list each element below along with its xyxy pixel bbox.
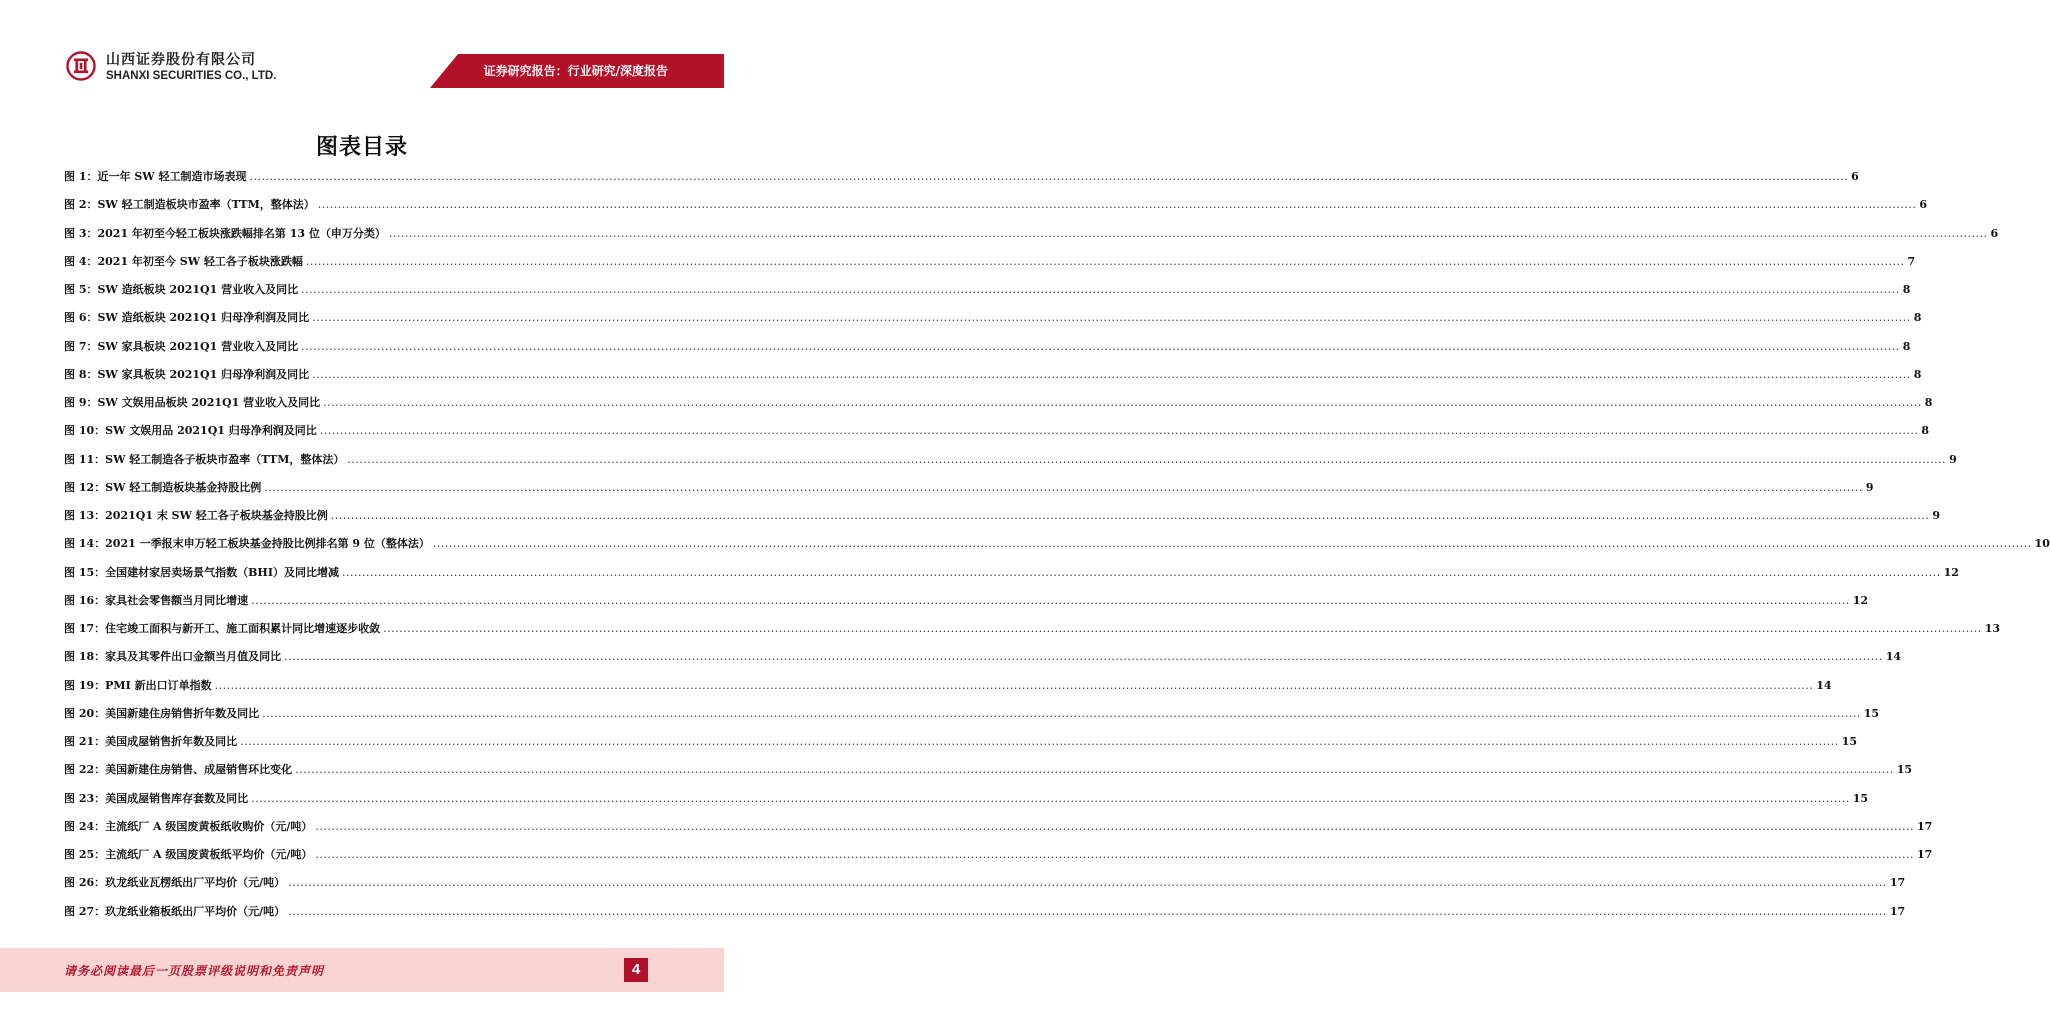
toc-entry-label: 图 16： bbox=[64, 593, 106, 607]
toc-entry[interactable] bbox=[64, 309, 1922, 337]
toc-page-number: 17 bbox=[1917, 848, 1933, 861]
page-number: 4 bbox=[624, 958, 648, 982]
toc-dot-leader: ................................................................................................................................................................................................................................................................................................................................................................................................................ bbox=[323, 396, 1922, 409]
toc-page-number: 15 bbox=[1852, 791, 1869, 805]
toc-entry-title bbox=[64, 507, 328, 523]
toc-entry-title bbox=[64, 677, 212, 693]
toc-entry[interactable] bbox=[64, 366, 1922, 394]
toc-entry-title bbox=[64, 479, 261, 495]
toc-entry-title bbox=[64, 253, 303, 269]
toc-dot-leader: ................................................................................................................................................................................................................................................................................................................................................................................................................ bbox=[295, 763, 1894, 777]
footer-band bbox=[0, 948, 724, 992]
page-header bbox=[0, 0, 724, 100]
toc-page-number: 14 bbox=[1885, 650, 1902, 664]
toc-entry-label: 图 19： bbox=[64, 678, 106, 692]
toc-entry-title bbox=[64, 648, 281, 664]
toc-entry-text: 2021 一季报末申万轻工板块基金持股比例排名第 9 位（整体法） bbox=[105, 537, 430, 551]
toc-entry-text: SW 造纸板块 2021Q1 归母净利润及同比 bbox=[97, 311, 310, 325]
toc-dot-leader: ................................................................................................................................................................................................................................................................................................................................................................................................................ bbox=[341, 565, 1941, 579]
toc-entry-label: 图 8： bbox=[64, 367, 98, 381]
toc-entry-title bbox=[64, 338, 298, 354]
toc-entry-title bbox=[64, 225, 386, 241]
toc-dot-leader: ................................................................................................................................................................................................................................................................................................................................................................................................................ bbox=[301, 339, 1900, 353]
toc-entry-label: 图 17： bbox=[64, 622, 106, 635]
toc-dot-leader: ................................................................................................................................................................................................................................................................................................................................................................................................................ bbox=[262, 706, 1861, 720]
toc-entry[interactable] bbox=[64, 705, 1880, 733]
toc-entry[interactable] bbox=[64, 196, 1928, 224]
toc-dot-leader: ................................................................................................................................................................................................................................................................................................................................................................................................................ bbox=[301, 283, 1900, 296]
toc-entry[interactable] bbox=[64, 507, 1941, 535]
toc-entry-label: 图 22： bbox=[64, 763, 106, 777]
toc-entry-label: 图 9： bbox=[64, 396, 98, 409]
toc-entry[interactable] bbox=[64, 677, 1832, 705]
toc-entry-title bbox=[64, 790, 248, 806]
toc-entry-label: 图 23： bbox=[64, 791, 106, 805]
toc-page-number: 9 bbox=[1949, 452, 1957, 466]
toc-entry-label: 图 20： bbox=[64, 706, 106, 720]
toc-entry-label: 图 15： bbox=[64, 565, 106, 579]
toc-entry-text: SW 轻工制造各子板块市盈率（TTM，整体法） bbox=[105, 452, 345, 466]
toc-entry[interactable] bbox=[64, 394, 1933, 422]
toc-entry-title bbox=[64, 535, 430, 551]
toc-entry-label: 图 25： bbox=[64, 848, 106, 861]
toc-entry[interactable] bbox=[64, 648, 1902, 676]
toc-entry-text: 2021Q1 末 SW 轻工各子板块基金持股比例 bbox=[105, 509, 328, 522]
toc-entry-label: 图 26： bbox=[64, 876, 106, 890]
toc-page-number: 17 bbox=[1917, 819, 1933, 833]
toc-entry[interactable] bbox=[64, 253, 1916, 281]
toc-entry-title bbox=[64, 903, 285, 919]
toc-page-number: 8 bbox=[1913, 367, 1922, 381]
toc-dot-leader: ................................................................................................................................................................................................................................................................................................................................................................................................................ bbox=[317, 198, 1917, 212]
toc-entry-label: 图 5： bbox=[64, 283, 98, 296]
toc-entry-text: 美国成屋销售库存套数及同比 bbox=[105, 791, 249, 805]
toc-entry-title bbox=[64, 564, 339, 580]
toc-entry-label: 图 21： bbox=[64, 735, 106, 748]
toc-entry-title bbox=[64, 168, 246, 184]
toc-dot-leader: ................................................................................................................................................................................................................................................................................................................................................................................................................ bbox=[315, 848, 1914, 861]
toc-entry-text: SW 轻工制造板块基金持股比例 bbox=[105, 480, 262, 494]
toc-entry-text: 主流纸厂 A 级国废黄板纸平均价（元/吨） bbox=[105, 848, 313, 861]
toc-entry[interactable] bbox=[64, 422, 1930, 450]
toc-dot-leader: ................................................................................................................................................................................................................................................................................................................................................................................................................ bbox=[315, 819, 1914, 833]
toc-entry-title bbox=[64, 733, 237, 749]
toc-page-number: 6 bbox=[1851, 170, 1859, 183]
toc-dot-leader: ................................................................................................................................................................................................................................................................................................................................................................................................................ bbox=[214, 678, 1814, 692]
toc-entry[interactable] bbox=[64, 846, 1933, 874]
toc-entry-label: 图 7： bbox=[64, 339, 98, 353]
toc-dot-leader: ................................................................................................................................................................................................................................................................................................................................................................................................................ bbox=[251, 593, 1850, 607]
toc-dot-leader: ................................................................................................................................................................................................................................................................................................................................................................................................................ bbox=[432, 537, 2032, 551]
toc-entry-title bbox=[64, 281, 298, 297]
toc-entry-text: PMI 新出口订单指数 bbox=[105, 678, 212, 692]
toc-entry-label: 图 1： bbox=[64, 170, 98, 183]
toc-entry-text: 玖龙纸业瓦楞纸出厂平均价（元/吨） bbox=[105, 876, 286, 890]
toc-page-number: 8 bbox=[1921, 424, 1930, 438]
toc-entry[interactable] bbox=[64, 281, 1911, 309]
toc-dot-leader: ................................................................................................................................................................................................................................................................................................................................................................................................................ bbox=[319, 424, 1919, 438]
toc-entry-title bbox=[64, 705, 259, 721]
toc-entry-title bbox=[64, 366, 309, 382]
toc-entry-text: 住宅竣工面积与新开工、施工面积累计同比增速逐步收敛 bbox=[105, 622, 381, 635]
toc-page-number: 12 bbox=[1852, 593, 1869, 607]
toc-entry-text: SW 家具板块 2021Q1 归母净利润及同比 bbox=[97, 367, 310, 381]
toc-dot-leader: ................................................................................................................................................................................................................................................................................................................................................................................................................ bbox=[312, 311, 1911, 325]
toc-entry-label: 图 12： bbox=[64, 480, 106, 494]
toc-page-number: 8 bbox=[1924, 396, 1933, 409]
toc-dot-leader: ................................................................................................................................................................................................................................................................................................................................................................................................................ bbox=[284, 650, 1883, 664]
toc-entry-text: 近一年 SW 轻工制造市场表现 bbox=[97, 170, 247, 183]
toc-entry[interactable] bbox=[64, 535, 2050, 563]
toc-entry-text: 家具及其零件出口金额当月值及同比 bbox=[105, 650, 282, 664]
toc-entry-label: 图 18： bbox=[64, 650, 106, 664]
toc-dot-leader: ................................................................................................................................................................................................................................................................................................................................................................................................................ bbox=[347, 452, 1947, 466]
toc-entry-label: 图 24： bbox=[64, 819, 106, 833]
company-logo-icon bbox=[66, 51, 96, 81]
toc-entry-label: 图 6： bbox=[64, 311, 98, 325]
toc-page-number: 15 bbox=[1896, 763, 1913, 777]
toc-entry[interactable] bbox=[64, 168, 1859, 196]
toc-entry-text: SW 造纸板块 2021Q1 营业收入及同比 bbox=[97, 283, 299, 296]
toc-page-number: 17 bbox=[1889, 876, 1906, 890]
toc-entry-title bbox=[64, 761, 292, 777]
toc-entry-label: 图 10： bbox=[64, 424, 106, 438]
toc-entry-title bbox=[64, 394, 320, 410]
toc-entry-text: SW 轻工制造板块市盈率（TTM，整体法） bbox=[97, 198, 315, 212]
toc-page-number: 12 bbox=[1943, 565, 1959, 579]
company-name bbox=[106, 52, 276, 83]
toc-page-number: 6 bbox=[1990, 226, 1999, 240]
toc-entry[interactable] bbox=[64, 903, 1906, 931]
toc-entry-title bbox=[64, 196, 315, 212]
toc-entry-title bbox=[64, 818, 312, 834]
toc-dot-leader: ................................................................................................................................................................................................................................................................................................................................................................................................................ bbox=[249, 170, 1849, 183]
toc-dot-leader: ................................................................................................................................................................................................................................................................................................................................................................................................................ bbox=[288, 904, 1887, 918]
toc-page-number: 8 bbox=[1913, 311, 1922, 325]
toc-entry-text: 全国建材家居卖场景气指数（BHI）及同比增减 bbox=[105, 565, 339, 579]
toc-entry-title bbox=[64, 451, 344, 467]
toc-dot-leader: ................................................................................................................................................................................................................................................................................................................................................................................................................ bbox=[240, 735, 1839, 748]
toc-entry[interactable] bbox=[64, 592, 1869, 620]
toc-entry-text: SW 家具板块 2021Q1 营业收入及同比 bbox=[97, 339, 299, 353]
toc-page-number: 14 bbox=[1816, 678, 1832, 692]
toc-entry-label: 图 27： bbox=[64, 904, 106, 918]
toc-entry-title bbox=[64, 422, 317, 438]
toc-entry[interactable] bbox=[64, 564, 1959, 592]
toc-entry-label: 图 14： bbox=[64, 537, 106, 551]
toc-entry-text: 美国成屋销售折年数及同比 bbox=[105, 735, 238, 748]
toc-entry-title bbox=[64, 846, 312, 862]
toc-page-number: 6 bbox=[1919, 198, 1928, 212]
toc-dot-leader: ................................................................................................................................................................................................................................................................................................................................................................................................................ bbox=[288, 876, 1887, 890]
toc-page-number: 7 bbox=[1907, 254, 1916, 268]
toc-page-number: 9 bbox=[1865, 480, 1874, 494]
company-name-cn: 山西证券股份有限公司 bbox=[106, 52, 256, 68]
company-name-en: SHANXI SECURITIES CO., LTD. bbox=[106, 70, 277, 82]
toc-entry-label: 图 2： bbox=[64, 198, 98, 212]
toc-entry[interactable] bbox=[64, 874, 1906, 902]
toc-page-number: 8 bbox=[1902, 339, 1911, 353]
toc-dot-leader: ................................................................................................................................................................................................................................................................................................................................................................................................................ bbox=[251, 791, 1850, 805]
toc-entry-text: 美国新建住房销售折年数及同比 bbox=[105, 706, 260, 720]
toc-entry[interactable] bbox=[64, 818, 1933, 846]
toc-entry-label: 图 13： bbox=[64, 509, 106, 522]
toc-dot-leader: ................................................................................................................................................................................................................................................................................................................................................................................................................ bbox=[383, 622, 1982, 635]
toc-entry-text: 玖龙纸业箱板纸出厂平均价（元/吨） bbox=[105, 904, 286, 918]
toc-entry-title bbox=[64, 592, 248, 608]
toc-entry[interactable] bbox=[64, 620, 2001, 648]
toc-entry-label: 图 11： bbox=[64, 452, 106, 466]
toc-entry[interactable] bbox=[64, 790, 1869, 818]
toc-entry[interactable] bbox=[64, 338, 1911, 366]
toc-entry-text: SW 文娱用品板块 2021Q1 营业收入及同比 bbox=[97, 396, 321, 409]
disclaimer-text: 请务必阅读最后一页股票评级说明和免责声明 bbox=[64, 964, 325, 978]
toc-entry[interactable] bbox=[64, 479, 1874, 507]
toc-page-number: 13 bbox=[1984, 622, 2001, 635]
toc-page-number: 15 bbox=[1841, 735, 1858, 748]
toc-page-number: 17 bbox=[1889, 904, 1906, 918]
page-title: 图表目录 bbox=[315, 135, 408, 160]
toc-entry-title bbox=[64, 309, 309, 325]
toc-dot-leader: ................................................................................................................................................................................................................................................................................................................................................................................................................ bbox=[388, 226, 1988, 240]
toc-entry-title bbox=[64, 620, 380, 636]
toc-entry[interactable] bbox=[64, 451, 1957, 479]
toc-entry-title bbox=[64, 874, 285, 890]
toc-page-number: 10 bbox=[2034, 537, 2050, 551]
toc-entry-text: 2021 年初至今轻工板块涨跌幅排名第 13 位（申万分类） bbox=[97, 226, 386, 240]
toc-entry[interactable] bbox=[64, 733, 1858, 761]
toc-entry-text: SW 文娱用品 2021Q1 归母净利润及同比 bbox=[105, 424, 317, 438]
report-type-label: 证券研究报告：行业研究/深度报告 bbox=[483, 64, 668, 78]
toc-dot-leader: ................................................................................................................................................................................................................................................................................................................................................................................................................ bbox=[330, 509, 1930, 522]
toc-page-number: 15 bbox=[1863, 706, 1880, 720]
toc-entry-label: 图 3： bbox=[64, 226, 98, 240]
toc-entry-text: 主流纸厂 A 级国废黄板纸收购价（元/吨） bbox=[105, 819, 313, 833]
toc-entry-text: 家具社会零售额当月同比增速 bbox=[105, 593, 249, 607]
toc-page-number: 9 bbox=[1932, 509, 1941, 522]
toc-entry-label: 图 4： bbox=[64, 254, 98, 268]
toc-entry-text: 2021 年初至今 SW 轻工各子板块涨跌幅 bbox=[97, 254, 303, 268]
toc-dot-leader: ................................................................................................................................................................................................................................................................................................................................................................................................................ bbox=[264, 480, 1863, 494]
figure-toc-list bbox=[64, 168, 2050, 931]
toc-dot-leader: ................................................................................................................................................................................................................................................................................................................................................................................................................ bbox=[305, 254, 1905, 268]
toc-entry[interactable] bbox=[64, 761, 1913, 789]
toc-dot-leader: ................................................................................................................................................................................................................................................................................................................................................................................................................ bbox=[312, 367, 1911, 381]
toc-entry-text: 美国新建住房销售、成屋销售环比变化 bbox=[105, 763, 293, 777]
toc-entry[interactable] bbox=[64, 225, 1999, 253]
toc-page-number: 8 bbox=[1902, 283, 1911, 296]
